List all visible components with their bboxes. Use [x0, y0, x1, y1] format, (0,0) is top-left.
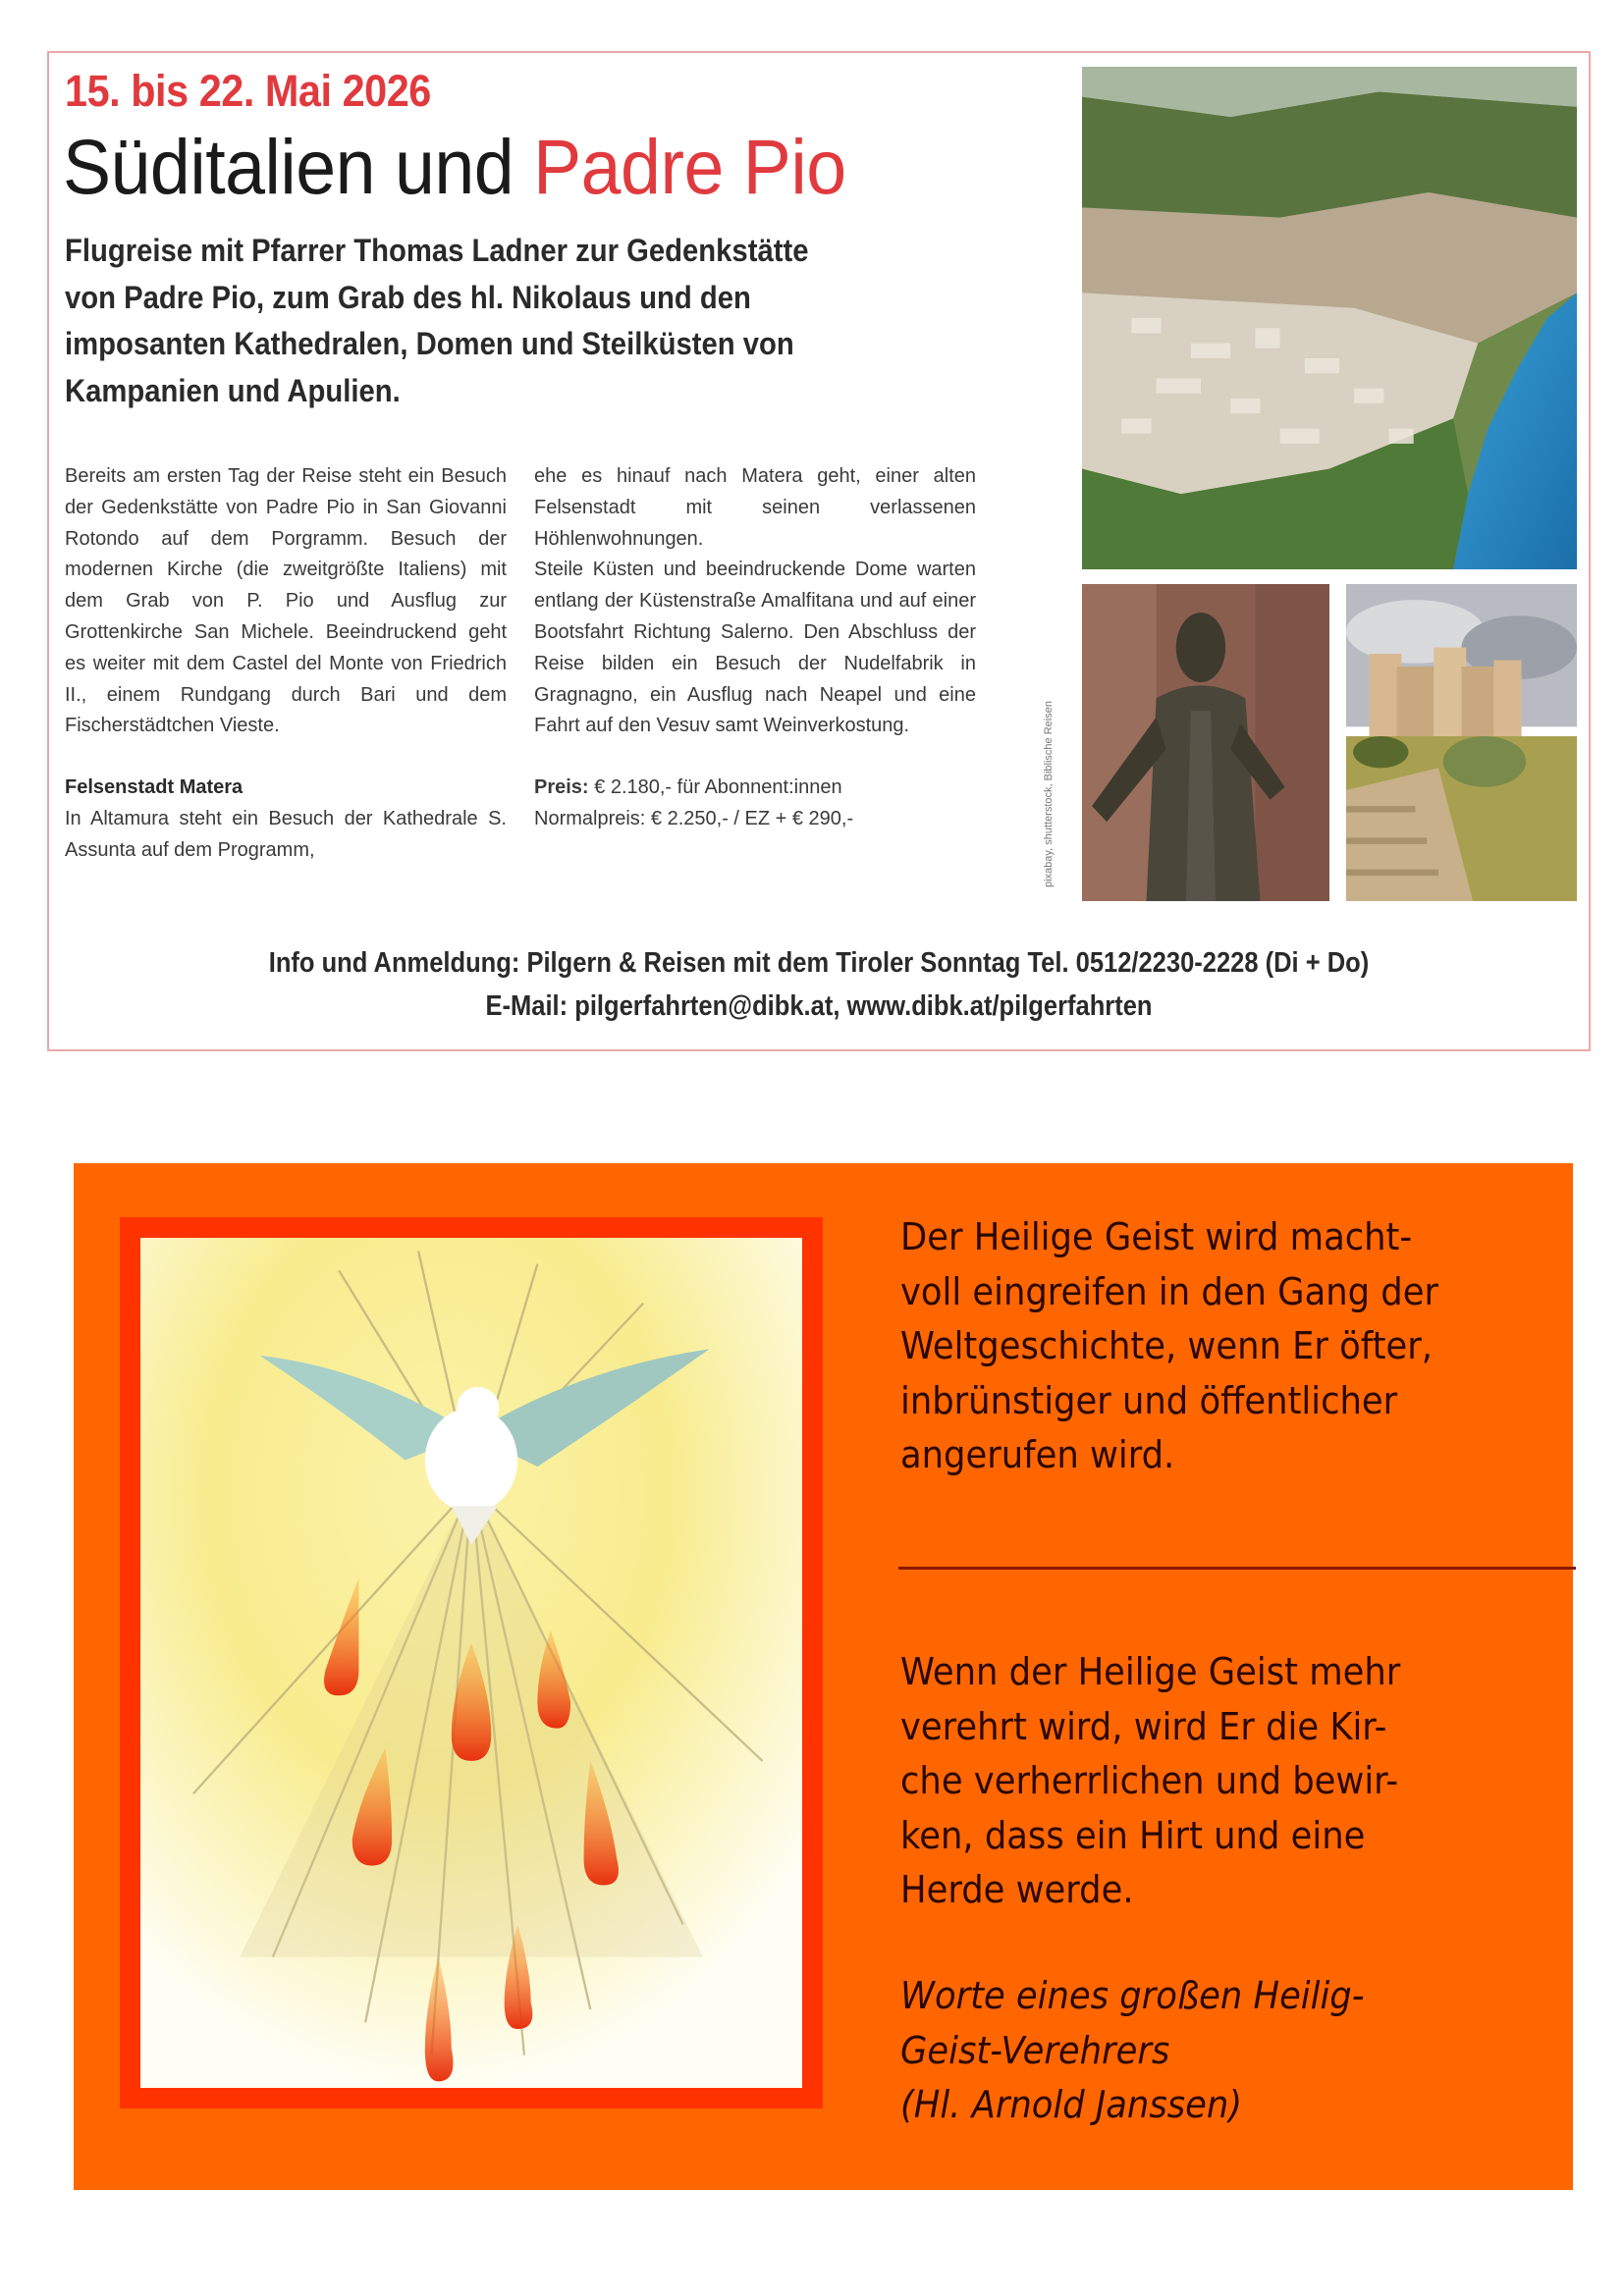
quote-paragraph-2 [900, 1645, 1578, 1918]
lead-line: Kampanien und Apulien. [65, 372, 401, 408]
quote-divider [898, 1567, 1576, 1570]
quote-line: angerufen wird. [900, 1433, 1175, 1476]
castel-del-monte-photo [1346, 584, 1577, 901]
quote-line: ken, dass ein Hirt und eine [900, 1813, 1366, 1857]
quote-panel [74, 1163, 1573, 2190]
contact-line-phone: Info und Anmeldung: Pilgern & Reisen mit dem Tiroler Sonntag Tel. 0512/2230-2228 (Di + Do) [268, 947, 1370, 979]
contact-line-email[interactable]: E-Mail: pilgerfahrten@dibk.at, www.dibk.at/pilgerfahrten [485, 990, 1153, 1022]
trip-date: 15. bis 22. Mai 2026 [65, 66, 431, 116]
title-accent: Padre Pio [533, 123, 846, 210]
quote-paragraph-1 [900, 1210, 1578, 1483]
attribution-line: Worte eines großen Heilig- [900, 1974, 1365, 2017]
quote-line: voll eingreifen in den Gang der [900, 1269, 1439, 1313]
lead-line: von Padre Pio, zum Grab des hl. Nikolaus und den [65, 279, 751, 315]
holy-spirit-dove-painting [140, 1238, 802, 2088]
body-paragraph: In Altamura steht ein Besuch der Kathedrale S. Assunta auf dem Programm, [65, 807, 507, 861]
title-main: Süditalien und [63, 123, 534, 210]
quote-line: Wenn der Heilige Geist mehr [900, 1650, 1401, 1693]
attribution-line: Geist-Verehrers [900, 2028, 1170, 2072]
quote-line: verehrt wird, wird Er die Kir- [900, 1704, 1387, 1748]
quote-attribution [900, 1969, 1578, 2133]
travel-ad [47, 51, 1591, 1051]
lead-text [65, 228, 957, 414]
ad-title [63, 123, 846, 210]
contact-info [49, 941, 1589, 1028]
body-column-2 [534, 461, 976, 835]
price-normal: Normalpreis: € 2.250,- / EZ + € 290,- [534, 807, 854, 829]
body-paragraph: ehe es hinauf nach Matera geht, einer alten Felsenstadt mit seinen verlassenen Höhlenwohnungen. [534, 465, 976, 550]
lead-line: Flugreise mit Pfarrer Thomas Ladner zur Gedenkstätte [65, 233, 809, 268]
quote-line: inbrünstiger und öffentlicher [900, 1378, 1398, 1422]
body-paragraph: Steile Küsten und beeindruckende Dome warten entlang der Küstenstraße Amalfitana und auf einer Bootsfahrt Richtung Salerno. Den Abschluss der Reise bilden ein Besuch der Nudelfabrik in Gragnagno, ein Ausflug nach Neapel und eine Fahrt auf den Vesuv samt Weinverkostung. [534, 559, 976, 737]
subheading-matera: Felsenstadt Matera [65, 776, 244, 799]
padre-pio-statue-photo [1082, 584, 1329, 901]
attribution-line: (Hl. Arnold Janssen) [900, 2083, 1243, 2126]
lead-line: imposanten Kathedralen, Domen und Steilküsten von [65, 326, 794, 361]
quote-line: Weltgeschichte, wenn Er öfter, [900, 1324, 1434, 1367]
price-label: Preis: [534, 776, 589, 799]
quote-line: Herde werde. [900, 1868, 1134, 1911]
photo-credit: pixabay, shutterstock, Biblische Reisen [1043, 701, 1055, 887]
price-info [534, 773, 976, 804]
painting-frame [120, 1217, 823, 2109]
quote-line: Der Heilige Geist wird macht- [900, 1215, 1413, 1258]
body-column-1 [65, 461, 507, 867]
coast-photo [1082, 67, 1577, 569]
price-subscribers: € 2.180,- für Abonnent:innen [588, 776, 842, 799]
body-paragraph: Bereits am ersten Tag der Reise steht ein Besuch der Gedenkstätte von Padre Pio in San Giovanni Rotondo auf dem Porgramm. Besuch der modernen Kirche (die zweitgrößte Italiens) mit dem Grab von P. Pio und Ausflug zur Grottenkirche San Michele. Beeindruckend geht es weiter mit dem Castel del Monte von Friedrich II., einem Rundgang durch Bari und dem Fischerstädtchen Vieste. [65, 465, 507, 737]
quote-line: che verherrlichen und bewir- [900, 1759, 1399, 1802]
